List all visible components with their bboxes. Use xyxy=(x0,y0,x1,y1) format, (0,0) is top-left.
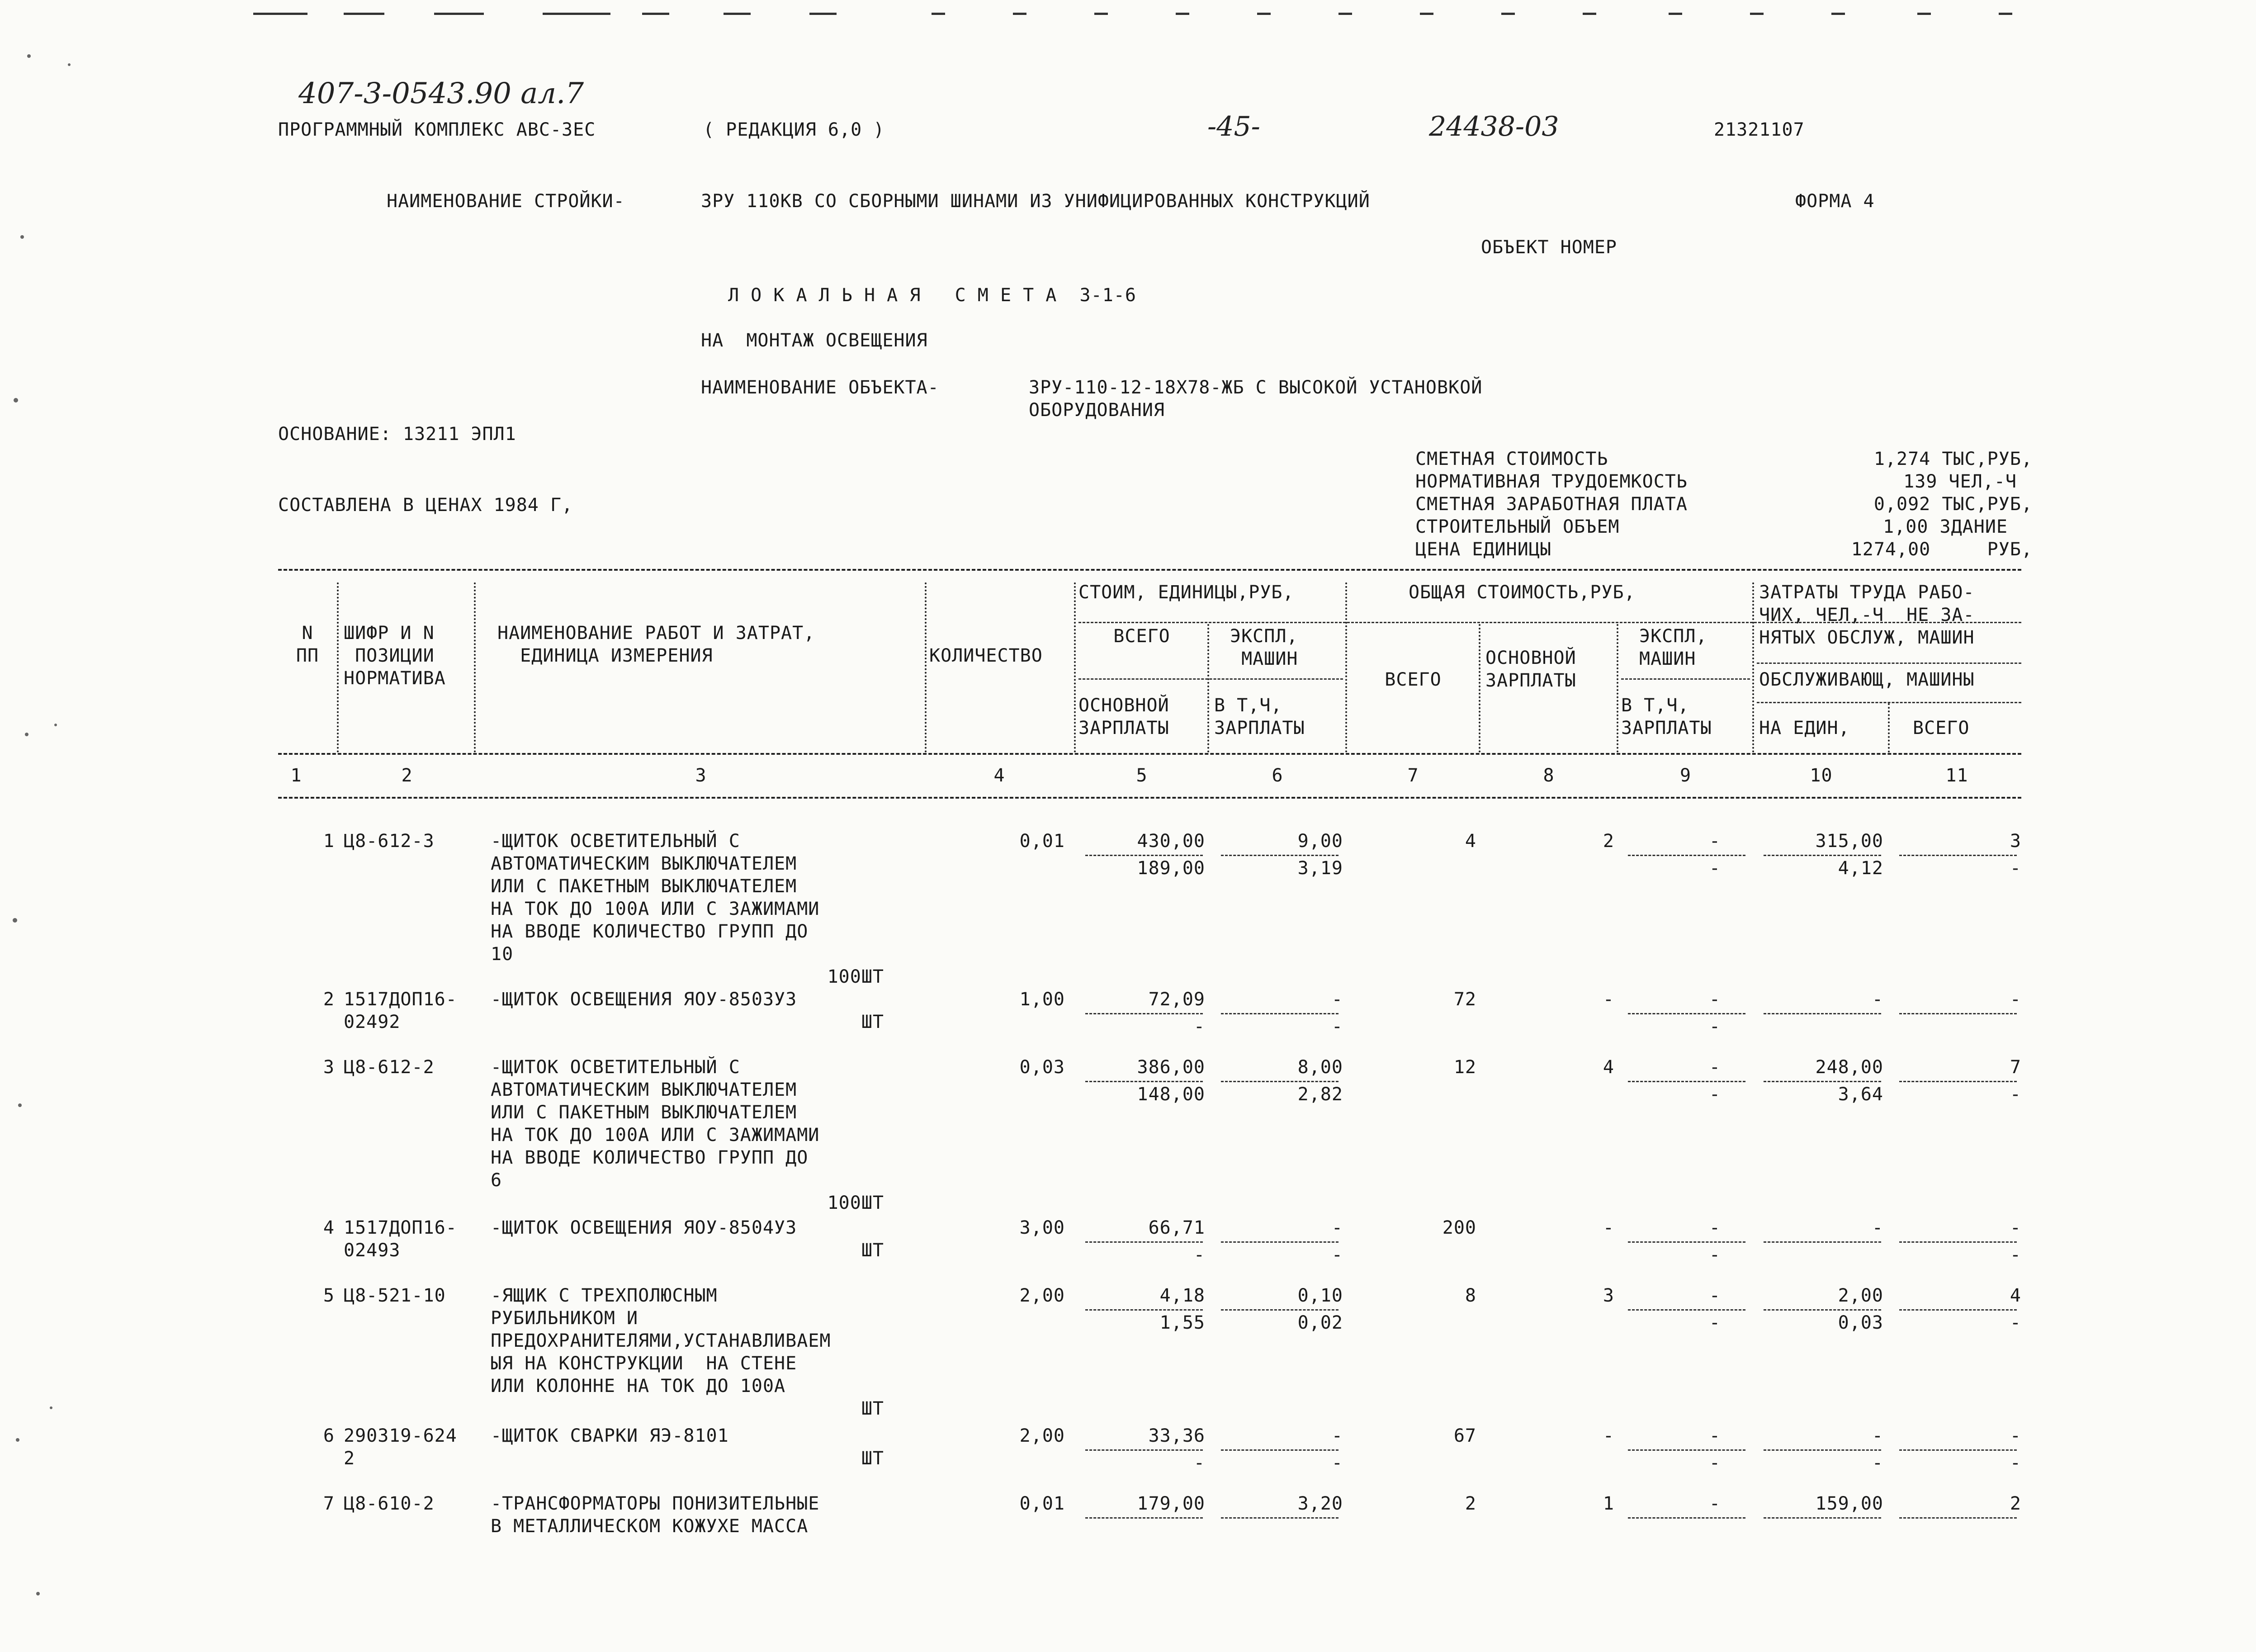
cell-underline xyxy=(1764,1517,1881,1519)
unit-cost-machines: - xyxy=(1331,1217,1343,1238)
col-header-total-machines: ЭКСПЛ, МАШИН xyxy=(1639,626,1707,669)
cell-underline xyxy=(1085,1517,1203,1519)
row-quantity: 0,03 xyxy=(1019,1057,1065,1078)
cell-underline xyxy=(1628,1013,1745,1014)
row-quantity: 0,01 xyxy=(1019,831,1065,852)
labor-total: - xyxy=(2010,1217,2021,1238)
col-header-labor-total: ВСЕГО xyxy=(1913,718,1970,738)
labor-per-unit: 315,00 xyxy=(1815,831,1883,852)
row-number: 5 xyxy=(323,1285,335,1306)
total-incl-wage: - xyxy=(1709,1453,1721,1473)
row-unit: 100ШТ xyxy=(827,966,884,987)
labor-per-unit: 2,00 xyxy=(1838,1285,1883,1306)
cell-underline xyxy=(1764,1013,1881,1014)
object-value-line2: ОБОРУДОВАНИЯ xyxy=(1029,400,1165,421)
total-cost: 67 xyxy=(1453,1425,1476,1446)
row-description: -ЩИТОК ОСВЕТИТЕЛЬНЫЙ С АВТОМАТИЧЕСКИМ ВЫКЛЮЧАТЕЛЕМ ИЛИ С ПАКЕТНЫМ ВЫКЛЮЧАТЕЛЕМ НА ТОК ДО 100А ИЛИ С ЗАЖИМАМИ НА ВВОДЕ КОЛИЧЕСТВО ГРУПП ДО 10 xyxy=(491,831,820,965)
handwritten-page-mark: -45- xyxy=(1207,111,1260,142)
row-quantity: 3,00 xyxy=(1019,1217,1065,1238)
labor-service-total: - xyxy=(2010,858,2021,879)
row-norm-code: Ц8-521-10 xyxy=(344,1285,446,1306)
unit-cost-total: 179,00 xyxy=(1137,1493,1205,1514)
cell-underline xyxy=(1899,1081,2017,1082)
unit-incl-wage: - xyxy=(1331,1016,1343,1037)
labor-total: - xyxy=(2010,989,2021,1010)
cell-underline xyxy=(1899,1013,2017,1014)
labor-per-unit: - xyxy=(1872,989,1883,1010)
unit-cost-total: 72,09 xyxy=(1148,989,1205,1010)
total-incl-wage: - xyxy=(1709,858,1721,879)
column-divider xyxy=(1074,582,1076,753)
object-number-label: ОБЪЕКТ НОМЕР xyxy=(1481,237,1617,258)
labor-service-unit: 4,12 xyxy=(1838,858,1883,879)
column-numbers-rule xyxy=(278,797,2021,799)
unit-cost-total: 386,00 xyxy=(1137,1057,1205,1078)
cell-underline xyxy=(1899,855,2017,856)
labor-service-total: - xyxy=(2010,1245,2021,1265)
row-norm-code: Ц8-612-3 xyxy=(344,831,435,852)
cell-underline xyxy=(1764,1081,1881,1082)
unit-wage: - xyxy=(1193,1016,1205,1037)
unit-cost-machines: 0,10 xyxy=(1297,1285,1343,1306)
row-norm-code: 1517ДОП16- 02493 xyxy=(344,1217,457,1261)
estimate-title: Л О К А Л Ь Н А Я С М Е Т А 3-1-6 xyxy=(728,285,1136,306)
column-divider xyxy=(1888,703,1890,753)
cell-underline xyxy=(1085,855,1203,856)
column-number: 5 xyxy=(1136,765,1148,786)
cell-underline xyxy=(1221,1309,1338,1311)
header-bottom-rule xyxy=(278,753,2021,755)
unit-cost-machines: - xyxy=(1331,989,1343,1010)
col-header-total-wage: ОСНОВНОЙ ЗАРПЛАТЫ xyxy=(1485,648,1576,691)
cell-underline xyxy=(1628,1241,1745,1243)
summary-value: 1,00 ЗДАНИЕ xyxy=(1883,516,2008,537)
row-description: -ТРАНСФОРМАТОРЫ ПОНИЗИТЕЛЬНЫЕ В МЕТАЛЛИЧЕСКОМ КОЖУХЕ МАССА xyxy=(491,1493,820,1537)
column-divider xyxy=(337,582,339,753)
labor-service-total: - xyxy=(2010,1312,2021,1333)
program-name: ПРОГРАММНЫЙ КОМПЛЕКС АВС-3ЕС xyxy=(278,119,596,140)
total-machines: - xyxy=(1709,1057,1721,1078)
col-header-labor-per-unit: НА ЕДИН, xyxy=(1759,718,1850,738)
labor-service-total: - xyxy=(2010,1453,2021,1473)
total-machines: - xyxy=(1709,1425,1721,1446)
column-divider xyxy=(1207,624,1209,753)
total-incl-wage: - xyxy=(1709,1084,1721,1105)
row-norm-code: 1517ДОП16- 02492 xyxy=(344,989,457,1032)
row-description: -ЩИТОК СВАРКИ ЯЭ-8101 xyxy=(491,1425,729,1446)
unit-incl-wage: 3,19 xyxy=(1297,858,1343,879)
summary-label: ЦЕНА ЕДИНИЦЫ xyxy=(1415,539,1551,560)
cell-underline xyxy=(1085,1241,1203,1243)
column-number: 8 xyxy=(1543,765,1555,786)
row-number: 2 xyxy=(323,989,335,1010)
col-header-code: ШИФР И N ПОЗИЦИИ НОРМАТИВА xyxy=(344,623,446,689)
unit-incl-wage: - xyxy=(1331,1453,1343,1473)
column-number: 10 xyxy=(1810,765,1833,786)
basis: ОСНОВАНИЕ: 13211 ЭПЛ1 xyxy=(278,424,516,445)
column-number: 4 xyxy=(993,765,1005,786)
cell-underline xyxy=(1221,1013,1338,1014)
summary-label: СМЕТНАЯ СТОИМОСТЬ xyxy=(1415,449,1608,469)
cell-underline xyxy=(1764,1241,1881,1243)
summary-value: 1,274 ТЫС,РУБ, xyxy=(1873,449,2033,469)
column-number: 9 xyxy=(1679,765,1692,786)
total-machines: - xyxy=(1709,1217,1721,1238)
col-header-unit-incl-wage: В Т,Ч, ЗАРПЛАТЫ xyxy=(1214,695,1305,738)
cell-underline xyxy=(1628,1309,1745,1311)
total-machines: - xyxy=(1709,989,1721,1010)
total-machines: - xyxy=(1709,831,1721,852)
labor-total: 3 xyxy=(2010,831,2021,852)
labor-total: 7 xyxy=(2010,1057,2021,1078)
cell-underline xyxy=(1085,1081,1203,1082)
col-header-total-incl-wage: В Т,Ч, ЗАРПЛАТЫ xyxy=(1621,695,1712,738)
unit-wage: 1,55 xyxy=(1159,1312,1205,1333)
col-header-n: N ПП xyxy=(296,623,319,666)
unit-cost-machines: 9,00 xyxy=(1297,831,1343,852)
col-header-total-all: ВСЕГО xyxy=(1385,669,1442,690)
row-unit: 100ШТ xyxy=(827,1193,884,1213)
row-unit: ШТ xyxy=(861,1240,884,1261)
row-quantity: 2,00 xyxy=(1019,1285,1065,1306)
price-base: СОСТАВЛЕНА В ЦЕНАХ 1984 Г, xyxy=(278,495,573,516)
labor-total: 4 xyxy=(2010,1285,2021,1306)
row-description: -ЩИТОК ОСВЕЩЕНИЯ ЯОУ-8504У3 xyxy=(491,1217,797,1238)
total-cost: 200 xyxy=(1442,1217,1476,1238)
total-machines: - xyxy=(1709,1493,1721,1514)
cell-underline xyxy=(1628,855,1745,856)
header-inner-rule xyxy=(1757,702,2021,703)
labor-per-unit: 248,00 xyxy=(1815,1057,1883,1078)
total-wage: - xyxy=(1603,989,1614,1010)
labor-service-unit: 0,03 xyxy=(1838,1312,1883,1333)
column-number: 11 xyxy=(1945,765,1968,786)
row-norm-code: 290319-624 2 xyxy=(344,1425,457,1469)
total-cost: 72 xyxy=(1453,989,1476,1010)
total-cost: 4 xyxy=(1465,831,1476,852)
row-number: 7 xyxy=(323,1493,335,1514)
row-number: 1 xyxy=(323,831,335,852)
row-unit: ШТ xyxy=(861,1398,884,1419)
row-description: -ЩИТОК ОСВЕЩЕНИЯ ЯОУ-8503У3 xyxy=(491,989,797,1010)
cell-underline xyxy=(1221,855,1338,856)
column-divider xyxy=(1617,624,1618,753)
row-quantity: 0,01 xyxy=(1019,1493,1065,1514)
labor-per-unit: 159,00 xyxy=(1815,1493,1883,1514)
unit-cost-total: 33,36 xyxy=(1148,1425,1205,1446)
total-cost: 2 xyxy=(1465,1493,1476,1514)
labor-total: - xyxy=(2010,1425,2021,1446)
cell-underline xyxy=(1628,1449,1745,1451)
unit-wage: - xyxy=(1193,1245,1205,1265)
column-number: 1 xyxy=(290,765,302,786)
object-value-line1: ЗРУ-110-12-18Х78-ЖБ С ВЫСОКОЙ УСТАНОВКОЙ xyxy=(1029,377,1483,398)
unit-cost-total: 66,71 xyxy=(1148,1217,1205,1238)
labor-per-unit: - xyxy=(1872,1425,1883,1446)
row-unit: ШТ xyxy=(861,1448,884,1469)
col-header-unit-machines: ЭКСПЛ, МАШИН xyxy=(1230,626,1298,669)
row-quantity: 2,00 xyxy=(1019,1425,1065,1446)
unit-wage: 148,00 xyxy=(1137,1084,1205,1105)
labor-service-unit: - xyxy=(1872,1453,1883,1473)
labor-total: 2 xyxy=(2010,1493,2021,1514)
cell-underline xyxy=(1764,855,1881,856)
unit-wage: 189,00 xyxy=(1137,858,1205,879)
total-machines: - xyxy=(1709,1285,1721,1306)
cell-underline xyxy=(1628,1081,1745,1082)
total-wage: 4 xyxy=(1603,1057,1614,1078)
edition: ( РЕДАКЦИЯ 6,0 ) xyxy=(703,119,885,140)
total-wage: 3 xyxy=(1603,1285,1614,1306)
row-number: 6 xyxy=(323,1425,335,1446)
total-cost: 12 xyxy=(1453,1057,1476,1078)
summary-label: СМЕТНАЯ ЗАРАБОТНАЯ ПЛАТА xyxy=(1415,494,1688,515)
column-number: 7 xyxy=(1407,765,1419,786)
row-norm-code: Ц8-610-2 xyxy=(344,1493,435,1514)
total-incl-wage: - xyxy=(1709,1245,1721,1265)
construction-label: НАИМЕНОВАНИЕ СТРОЙКИ- xyxy=(387,191,625,212)
cell-underline xyxy=(1628,1517,1745,1519)
object-label: НАИМЕНОВАНИЕ ОБЪЕКТА- xyxy=(701,377,939,398)
total-incl-wage: - xyxy=(1709,1312,1721,1333)
unit-wage: - xyxy=(1193,1453,1205,1473)
row-description: -ЩИТОК ОСВЕТИТЕЛЬНЫЙ С АВТОМАТИЧЕСКИМ ВЫКЛЮЧАТЕЛЕМ ИЛИ С ПАКЕТНЫМ ВЫКЛЮЧАТЕЛЕМ НА ТОК ДО 100А ИЛИ С ЗАЖИМАМИ НА ВВОДЕ КОЛИЧЕСТВО ГРУПП ДО 6 xyxy=(491,1057,820,1191)
row-quantity: 1,00 xyxy=(1019,989,1065,1010)
summary-label: СТРОИТЕЛЬНЫЙ ОБЪЕМ xyxy=(1415,516,1620,537)
col-group-labor: ЗАТРАТЫ ТРУДА РАБО- ЧИХ, ЧЕЛ,-Ч НЕ ЗА- НЯТЫХ ОБСЛУЖ, МАШИН xyxy=(1759,582,1975,648)
row-unit: ШТ xyxy=(861,1012,884,1032)
cell-underline xyxy=(1221,1449,1338,1451)
cell-underline xyxy=(1085,1449,1203,1451)
column-number: 3 xyxy=(695,765,707,786)
cell-underline xyxy=(1221,1081,1338,1082)
row-number: 4 xyxy=(323,1217,335,1238)
col-group-total-cost: ОБЩАЯ СТОИМОСТЬ,РУБ, xyxy=(1409,582,1636,603)
cell-underline xyxy=(1764,1309,1881,1311)
cell-underline xyxy=(1764,1449,1881,1451)
program-code: 21321107 xyxy=(1714,119,1805,140)
col-header-name: НАИМЕНОВАНИЕ РАБОТ И ЗАТРАТ, ЕДИНИЦА ИЗМЕРЕНИЯ xyxy=(497,623,815,666)
col-group-unit-cost: СТОИМ, ЕДИНИЦЫ,РУБ, xyxy=(1078,582,1294,603)
handwritten-doc-number: 24438-03 xyxy=(1429,111,1559,142)
unit-cost-machines: 3,20 xyxy=(1297,1493,1343,1514)
handwritten-project-code: 407-3-0543.90 ал.7 xyxy=(298,77,584,110)
labor-service-total: - xyxy=(2010,1084,2021,1105)
cell-underline xyxy=(1085,1309,1203,1311)
unit-cost-machines: 8,00 xyxy=(1297,1057,1343,1078)
row-description: -ЯЩИК С ТРЕХПОЛЮСНЫМ РУБИЛЬНИКОМ И ПРЕДОХРАНИТЕЛЯМИ,УСТАНАВЛИВАЕМ ЫЯ НА КОНСТРУКЦИИ НА СТЕНЕ ИЛИ КОЛОННЕ НА ТОК ДО 100А xyxy=(491,1285,831,1396)
total-wage: 1 xyxy=(1603,1493,1614,1514)
construction-value: ЗРУ 110КВ СО СБОРНЫМИ ШИНАМИ ИЗ УНИФИЦИРОВАННЫХ КОНСТРУКЦИЙ xyxy=(701,191,1370,212)
labor-per-unit: - xyxy=(1872,1217,1883,1238)
col-header-unit-wage: ОСНОВНОЙ ЗАРПЛАТЫ xyxy=(1078,695,1169,738)
cell-underline xyxy=(1221,1517,1338,1519)
header-inner-rule xyxy=(1621,678,1750,680)
total-wage: 2 xyxy=(1603,831,1614,852)
total-cost: 8 xyxy=(1465,1285,1476,1306)
total-incl-wage: - xyxy=(1709,1016,1721,1037)
cell-underline xyxy=(1085,1013,1203,1014)
col-header-labor-service: ОБСЛУЖИВАЮЩ, МАШИНЫ xyxy=(1759,669,1975,690)
total-wage: - xyxy=(1603,1217,1614,1238)
column-number: 6 xyxy=(1272,765,1283,786)
cell-underline xyxy=(1899,1241,2017,1243)
unit-incl-wage: - xyxy=(1331,1245,1343,1265)
header-inner-rule xyxy=(1757,663,2021,664)
header-inner-rule xyxy=(1078,678,1343,680)
table-top-rule xyxy=(278,569,2021,571)
unit-incl-wage: 2,82 xyxy=(1297,1084,1343,1105)
cell-underline xyxy=(1899,1517,2017,1519)
cell-underline xyxy=(1899,1449,2017,1451)
column-number: 2 xyxy=(401,765,413,786)
form-number: ФОРМА 4 xyxy=(1795,191,1875,212)
column-divider xyxy=(1752,582,1754,753)
column-divider xyxy=(1479,624,1480,753)
row-number: 3 xyxy=(323,1057,335,1078)
cell-underline xyxy=(1899,1309,2017,1311)
col-header-quantity: КОЛИЧЕСТВО xyxy=(929,645,1043,666)
column-divider xyxy=(1345,582,1347,753)
col-header-unit-total: ВСЕГО xyxy=(1113,626,1170,647)
summary-value: 1274,00 РУБ, xyxy=(1851,539,2033,560)
unit-cost-machines: - xyxy=(1331,1425,1343,1446)
estimate-subject: НА МОНТАЖ ОСВЕЩЕНИЯ xyxy=(701,330,928,351)
summary-label: НОРМАТИВНАЯ ТРУДОЕМКОСТЬ xyxy=(1415,471,1688,492)
column-divider xyxy=(925,582,927,753)
labor-service-unit: 3,64 xyxy=(1838,1084,1883,1105)
summary-value: 139 ЧЕЛ,-Ч xyxy=(1903,471,2017,492)
summary-value: 0,092 ТЫС,РУБ, xyxy=(1873,494,2033,515)
unit-cost-total: 430,00 xyxy=(1137,831,1205,852)
total-wage: - xyxy=(1603,1425,1614,1446)
column-divider xyxy=(474,582,476,753)
row-norm-code: Ц8-612-2 xyxy=(344,1057,435,1078)
unit-cost-total: 4,18 xyxy=(1159,1285,1205,1306)
cell-underline xyxy=(1221,1241,1338,1243)
unit-incl-wage: 0,02 xyxy=(1297,1312,1343,1333)
